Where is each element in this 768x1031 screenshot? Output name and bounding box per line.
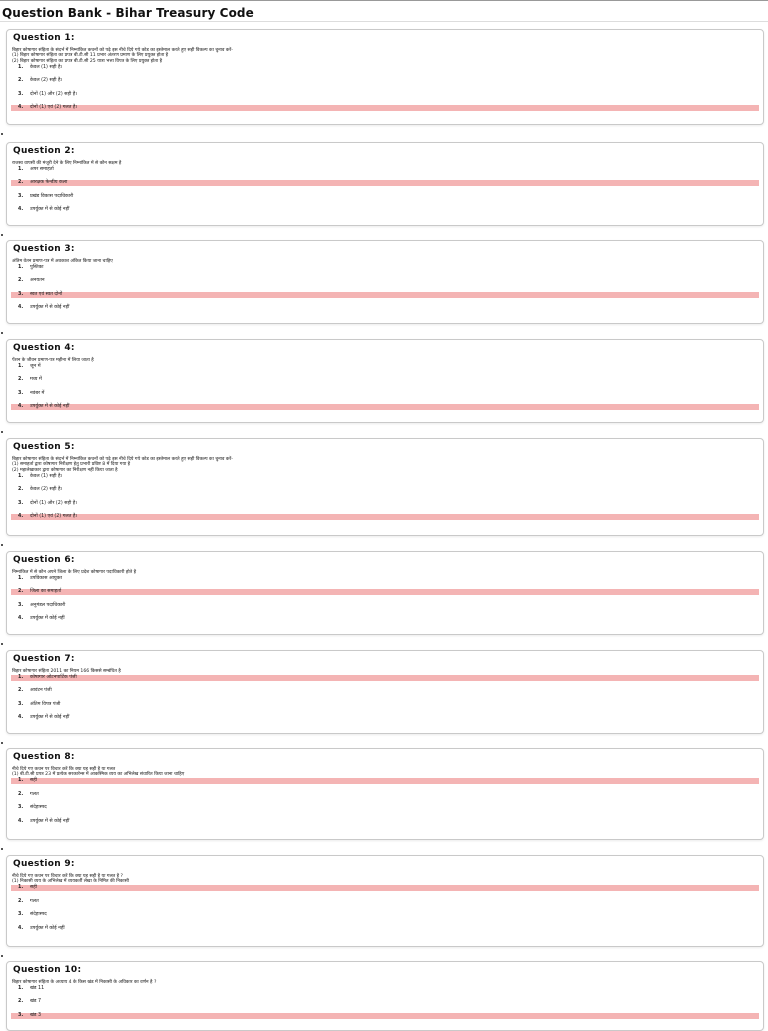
answer-option-correct[interactable] xyxy=(11,180,759,186)
question-title: Question 1: xyxy=(13,33,75,43)
answer-option[interactable] xyxy=(11,167,759,173)
separator-dot xyxy=(1,133,3,135)
question-card xyxy=(6,142,764,226)
question-card xyxy=(6,29,764,125)
option-number: 2. xyxy=(18,278,24,284)
option-number: 1. xyxy=(18,674,24,680)
option-text: संदेहास्पद xyxy=(30,805,47,811)
question-text: पेंशन के जीवन प्रमाण-पत्र महीना में लिया जाता है xyxy=(12,358,94,363)
answer-option[interactable] xyxy=(11,792,759,798)
separator-dot xyxy=(1,332,3,334)
answer-option-correct[interactable] xyxy=(11,885,759,891)
option-text: उपर्युक्त में से कोई नहीं xyxy=(30,207,70,213)
answer-option[interactable] xyxy=(11,819,759,825)
answer-option-correct[interactable] xyxy=(11,404,759,410)
option-text: उपर्युक्त में कोई नहीं xyxy=(30,616,65,622)
option-text: केवल (2) सही है। xyxy=(30,78,63,84)
option-text: दोनों (1) और (2) सही है। xyxy=(30,500,78,506)
answer-option[interactable] xyxy=(11,278,759,284)
option-text: अनुमंडल पदाधिकारी xyxy=(30,602,66,608)
option-text: उपर्युक्त में से कोई नहीं xyxy=(30,818,70,824)
answer-option[interactable] xyxy=(11,305,759,311)
option-number: 3. xyxy=(18,602,24,608)
answer-option[interactable] xyxy=(11,207,759,213)
option-text: प्रखंड विकास पदाधिकारी xyxy=(30,193,74,199)
question-text: नीचे दिये गए कथन पर विचार करें कि क्या यह सही है या गलत xyxy=(12,767,116,772)
question-text: (1) बी.टी.सी प्रपत्र 23 में प्रत्येक सरकारेन्स में आकस्मिक व्यय का अभिलेख संधारित किया जाना चाहिए xyxy=(12,772,185,778)
option-text: दोनों (1) एवं (2) गलत है। xyxy=(30,514,78,520)
option-text: मध्य में xyxy=(30,377,42,383)
option-text: पुस्तिका xyxy=(30,264,44,270)
option-number: 4. xyxy=(18,207,24,213)
question-card xyxy=(6,961,764,1031)
question-card xyxy=(6,339,764,423)
option-number: 4. xyxy=(18,305,24,311)
option-text: सही xyxy=(30,778,38,784)
option-text: केवल (1) सही है। xyxy=(30,64,63,70)
question-text: बिहार कोषागार संहिता के अध्याय 4 के किस खंड में निकासी के अधिकार का वर्णन है ? xyxy=(12,980,157,985)
answer-option[interactable] xyxy=(11,603,759,609)
separator-dot xyxy=(1,544,3,546)
question-title: Question 7: xyxy=(13,654,75,664)
question-text: (1) निकासी व्यय के अभिलेख में व्ययकर्ती लेखा के निमित की निकासी xyxy=(12,879,129,885)
option-number: 3. xyxy=(18,701,24,707)
option-text: दोनों (1) और (2) सही है। xyxy=(30,91,78,97)
option-number: 2. xyxy=(18,999,24,1005)
option-number: 2. xyxy=(18,898,24,904)
answer-option[interactable] xyxy=(11,715,759,721)
option-number: 3. xyxy=(18,193,24,199)
separator-dot xyxy=(1,742,3,744)
question-card xyxy=(6,551,764,635)
answer-option[interactable] xyxy=(11,576,759,582)
option-text: कोषागार ओटनपार्टिक पंजी xyxy=(30,674,77,680)
answer-option[interactable] xyxy=(11,487,759,493)
option-text: सही xyxy=(30,885,38,891)
separator-dot xyxy=(1,643,3,645)
answer-option[interactable] xyxy=(11,702,759,708)
option-number: 2. xyxy=(18,688,24,694)
option-text: संदेहास्पद xyxy=(30,912,47,918)
option-text: खंड 3 xyxy=(30,1012,42,1018)
answer-option-correct[interactable] xyxy=(11,105,759,111)
question-title: Question 5: xyxy=(13,442,75,452)
option-number: 4. xyxy=(18,404,24,410)
answer-option[interactable] xyxy=(11,391,759,397)
option-number: 3. xyxy=(18,912,24,918)
option-number: 2. xyxy=(18,589,24,595)
separator-dot xyxy=(1,234,3,236)
answer-option[interactable] xyxy=(11,474,759,480)
answer-option[interactable] xyxy=(11,986,759,992)
question-text: (1) समाहर्ता द्वारा कोषागार निरीक्षण हेतु प्रभारी प्रविष्ट 8 में दिया गया है xyxy=(12,462,131,468)
option-text: खंड 11 xyxy=(30,985,45,991)
option-number: 1. xyxy=(18,778,24,784)
separator-dot xyxy=(1,431,3,433)
answer-option[interactable] xyxy=(11,92,759,98)
answer-option[interactable] xyxy=(11,999,759,1005)
answer-option-correct[interactable] xyxy=(11,514,759,520)
question-title: Question 2: xyxy=(13,146,75,156)
option-number: 2. xyxy=(18,791,24,797)
option-text: अपर समाहर्ता xyxy=(30,166,54,172)
option-text: स्वत एवं स्वत दोनों xyxy=(30,291,63,297)
option-number: 4. xyxy=(18,715,24,721)
option-text: उपर्युक्त में से कोई नहीं xyxy=(30,305,70,311)
answer-option-correct[interactable] xyxy=(11,292,759,298)
option-number: 3. xyxy=(18,500,24,506)
option-number: 1. xyxy=(18,473,24,479)
option-text: उपर्युक्त में कोई नहीं xyxy=(30,925,65,931)
question-card xyxy=(6,748,764,840)
answer-option[interactable] xyxy=(11,501,759,507)
option-number: 3. xyxy=(18,390,24,396)
question-title: Question 8: xyxy=(13,752,75,762)
answer-option[interactable] xyxy=(11,926,759,932)
answer-option[interactable] xyxy=(11,78,759,84)
answer-option[interactable] xyxy=(11,805,759,811)
option-number: 1. xyxy=(18,264,24,270)
option-number: 4. xyxy=(18,105,24,111)
question-title: Question 10: xyxy=(13,965,82,975)
question-text: नीचे दिये गए कथन पर विचार करें कि क्या यह सही है या गलत है ? xyxy=(12,874,123,879)
question-text: (1) बिहार कोषागार संहिता का प्रपत्र बी.टी.सी 11 प्रभार अंतरण प्रमाण के लिए प्रयुक्त होता है xyxy=(12,53,169,59)
option-number: 4. xyxy=(18,616,24,622)
answer-option[interactable] xyxy=(11,899,759,905)
question-text: (2) बिहार कोषागार संहिता का प्रपत्र बी.टी.सी 25 यात्रा भत्ता विपत्र के लिए प्रयुक्त होता है xyxy=(12,58,163,64)
option-text: अंतिम विपत्र पंजी xyxy=(30,701,61,707)
option-text: जिला का समाहर्ता xyxy=(30,589,62,595)
option-text: केवल (1) सही है। xyxy=(30,473,63,479)
option-number: 2. xyxy=(18,487,24,493)
option-text: गलत xyxy=(30,898,39,904)
option-text: उपविकास आयुक्त xyxy=(30,575,62,581)
question-title: Question 3: xyxy=(13,244,75,254)
separator-dot xyxy=(1,955,3,957)
page-title: Question Bank - Bihar Treasury Code xyxy=(2,6,254,20)
answer-option[interactable] xyxy=(11,377,759,383)
question-title: Question 6: xyxy=(13,555,75,565)
question-card xyxy=(6,855,764,947)
answer-option-correct[interactable] xyxy=(11,589,759,595)
answer-option[interactable] xyxy=(11,688,759,694)
option-number: 1. xyxy=(18,363,24,369)
option-text: उपर्युक्त में से कोई नहीं xyxy=(30,715,70,721)
answer-option-correct[interactable] xyxy=(11,778,759,784)
option-number: 2. xyxy=(18,180,24,186)
question-text: बिहार कोषागार संहिता के संदर्भ में निम्नांकित कथनों को पढ़े इस नीचे दिये गये कोड का इस्तेमाल करते हुए सही विकल्प का चुनाव करें- xyxy=(12,48,233,53)
answer-option[interactable] xyxy=(11,265,759,271)
option-number: 1. xyxy=(18,985,24,991)
option-text: उपर्युक्त में से कोई नहीं xyxy=(30,404,70,410)
option-text: अनयतन xyxy=(30,278,45,284)
question-text: (2) महालेखाकार द्वारा कोषागार का निरीक्षण नहीं किया जाता है xyxy=(12,467,118,473)
answer-option[interactable] xyxy=(11,65,759,71)
option-text: केवल (2) सही है। xyxy=(30,487,63,493)
option-number: 2. xyxy=(18,377,24,383)
option-text: जून में xyxy=(30,363,41,369)
answer-option[interactable] xyxy=(11,194,759,200)
page-header xyxy=(0,0,768,22)
separator-dot xyxy=(1,848,3,850)
option-number: 3. xyxy=(18,805,24,811)
question-card xyxy=(6,438,764,536)
question-text: बिहार कोषागार संहिता के संदर्भ में निम्नांकित कथनों को पढ़े इस नीचे दिये गये कोड का इस्तेमाल करते हुए सही विकल्प का चुनाव करें- xyxy=(12,457,233,462)
answer-option[interactable] xyxy=(11,616,759,622)
answer-option[interactable] xyxy=(11,364,759,370)
option-text: नवंबर में xyxy=(30,390,45,396)
option-text: दोनों (1) एवं (2) गलत है। xyxy=(30,105,78,111)
question-card xyxy=(6,240,764,324)
question-title: Question 9: xyxy=(13,859,75,869)
option-text: खंड 7 xyxy=(30,999,42,1005)
option-number: 1. xyxy=(18,166,24,172)
answer-option-correct[interactable] xyxy=(11,1013,759,1019)
option-text: आवंटन पंजी xyxy=(30,688,52,694)
option-number: 3. xyxy=(18,91,24,97)
option-number: 4. xyxy=(18,925,24,931)
option-number: 1. xyxy=(18,575,24,581)
question-text: राजस्व वापसी की मंजूरी देने के लिए निम्नांकित में से कौन सक्षम है xyxy=(12,161,122,166)
option-number: 2. xyxy=(18,78,24,84)
option-number: 3. xyxy=(18,291,24,297)
option-number: 1. xyxy=(18,64,24,70)
option-text: आरक्षक फेन्डीय कला xyxy=(30,180,68,186)
option-number: 4. xyxy=(18,818,24,824)
option-text: गलत xyxy=(30,791,39,797)
question-card xyxy=(6,650,764,734)
question-text: अंतिम वेतन प्रमाण-पत्र में अवकाश अंकित किया जाना चाहिए xyxy=(12,259,113,264)
option-number: 3. xyxy=(18,1012,24,1018)
question-text: बिहार कोषागार संहिता 2011 का नियम 166 किससे सम्बंधित है xyxy=(12,669,121,674)
answer-option-correct[interactable] xyxy=(11,675,759,681)
option-number: 1. xyxy=(18,885,24,891)
question-text: निम्नांकित में से कौन अपने जिला के लिए प्रदेश कोषागार पदाधिकारी होते है xyxy=(12,570,137,575)
option-number: 4. xyxy=(18,514,24,520)
answer-option[interactable] xyxy=(11,912,759,918)
question-title: Question 4: xyxy=(13,343,75,353)
